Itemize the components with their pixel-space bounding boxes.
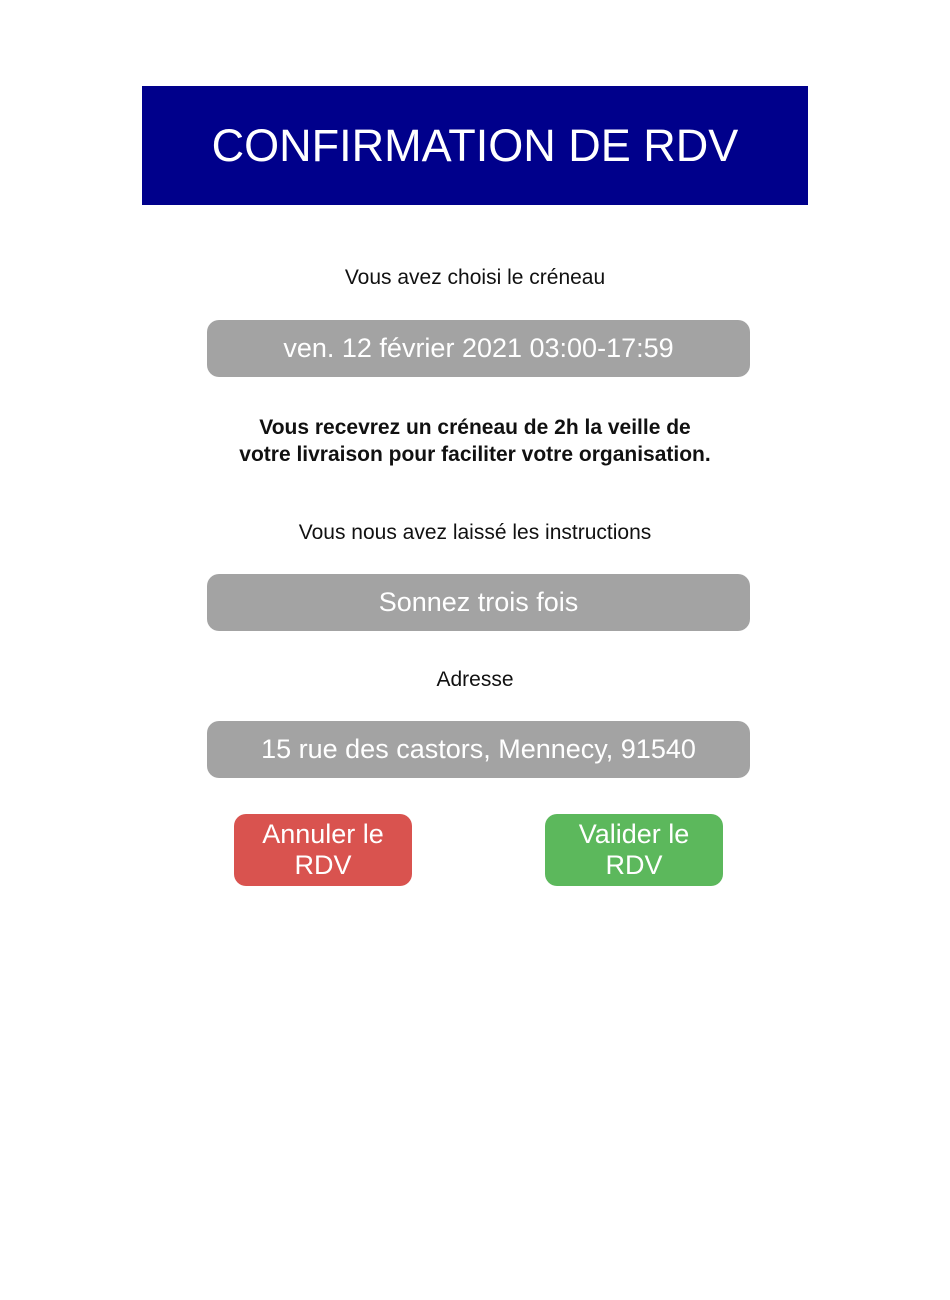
delivery-notice xyxy=(0,414,950,468)
cancel-appointment-button[interactable] xyxy=(234,814,412,886)
page-header xyxy=(142,86,808,205)
validate-button-label-line-2: RDV xyxy=(605,850,663,880)
notice-line-1: Vous recevrez un créneau de 2h la veille de xyxy=(259,416,691,439)
address-label: Adresse xyxy=(436,668,514,691)
validate-appointment-button[interactable] xyxy=(545,814,723,886)
notice-line-2: votre livraison pour faciliter votre organisation. xyxy=(239,443,711,466)
cancel-button-label-line-2: RDV xyxy=(294,850,352,880)
cancel-button-label-line-1: Annuler le xyxy=(262,819,384,849)
instructions-value-field: Sonnez trois fois xyxy=(207,574,750,631)
page-title: CONFIRMATION DE RDV xyxy=(211,119,739,171)
slot-value-field: ven. 12 février 2021 03:00-17:59 xyxy=(207,320,750,377)
validate-button-label-line-1: Valider le xyxy=(578,819,690,849)
instructions-label: Vous nous avez laissé les instructions xyxy=(298,521,652,544)
slot-label: Vous avez choisi le créneau xyxy=(344,266,606,289)
address-value-field: 15 rue des castors, Mennecy, 91540 xyxy=(207,721,750,778)
